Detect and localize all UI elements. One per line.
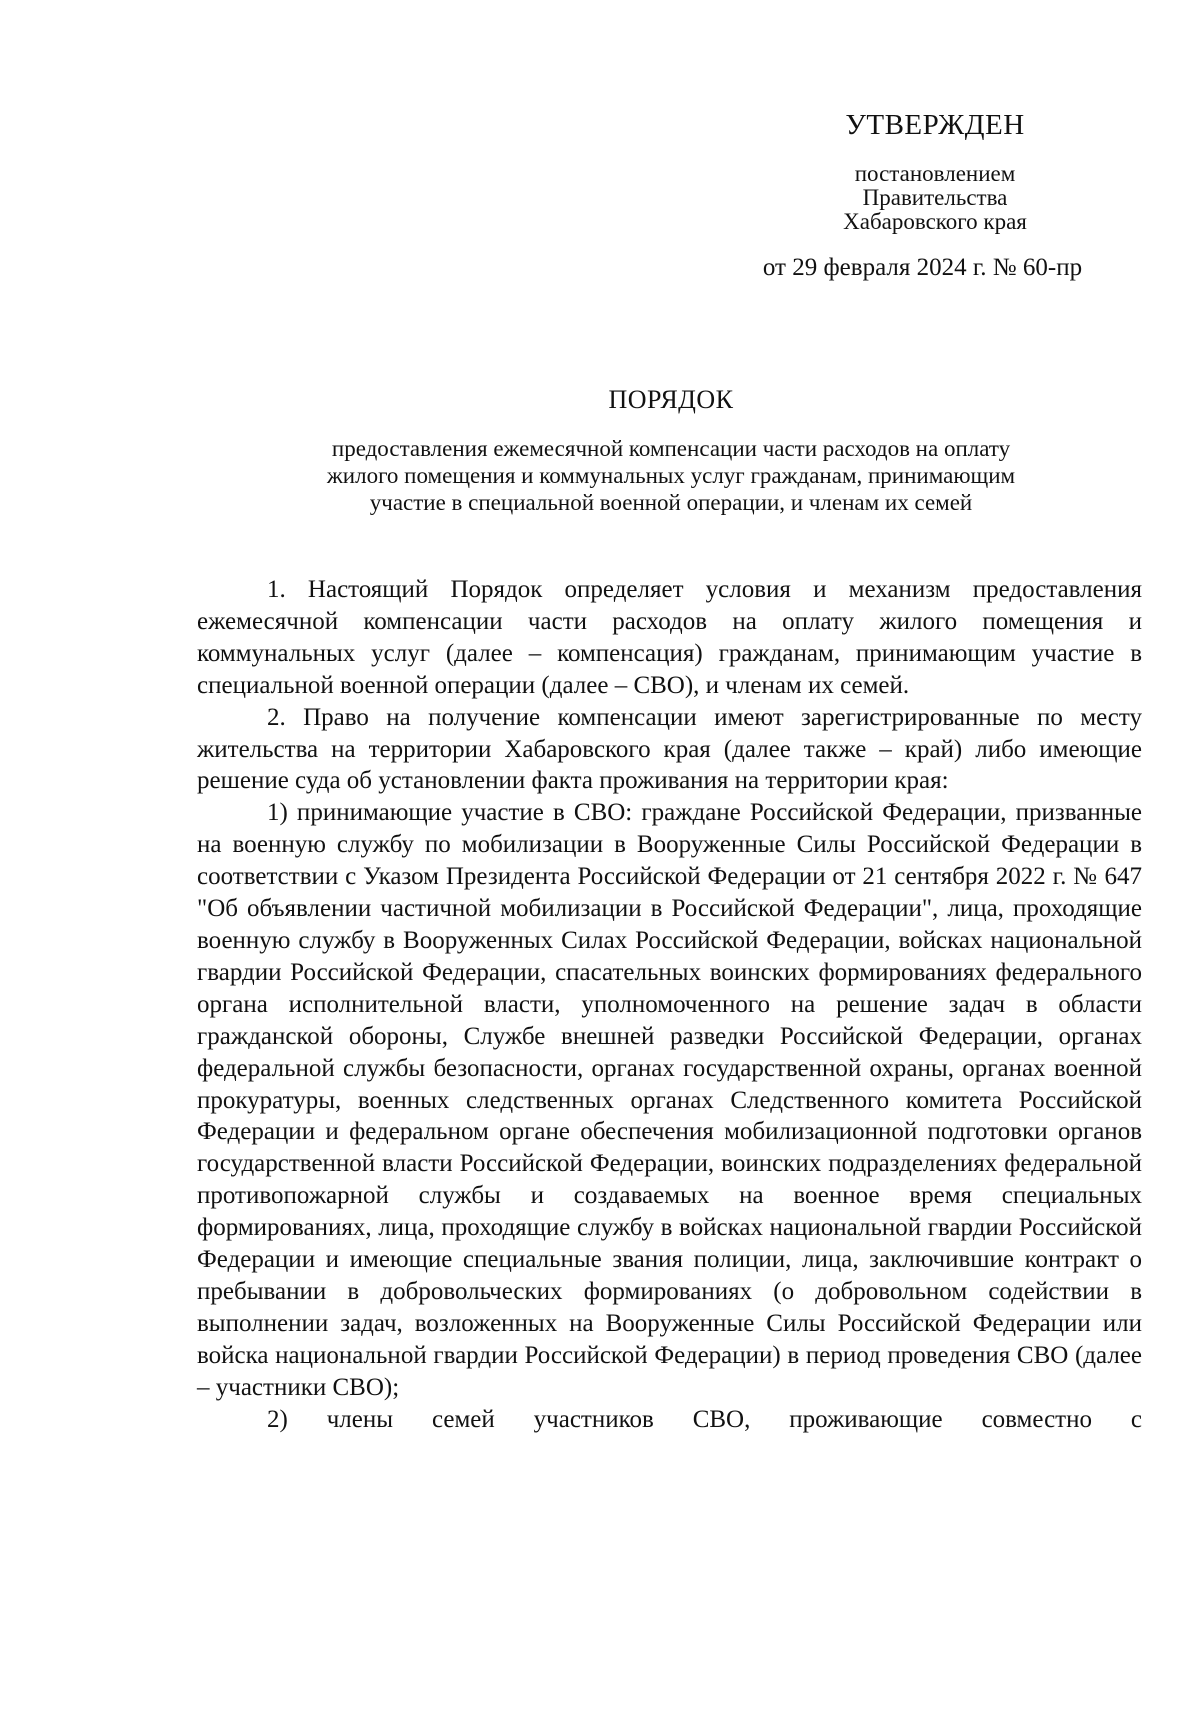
subtitle-line: предоставления ежемесячной компенсации части расходов на оплату xyxy=(331,436,1011,461)
document-body xyxy=(197,574,1142,1435)
approval-stamp xyxy=(700,108,1170,282)
paragraph-2-item-2: 2) члены семей участников СВО, проживающие совместно с xyxy=(267,1405,1142,1433)
approval-date: от 29 февраля 2024 г. № 60-пр xyxy=(762,254,1083,281)
approval-line: постановлением xyxy=(854,161,1016,186)
subtitle-line: участие в специальной военной операции, и членам их семей xyxy=(369,490,973,515)
paragraph-2: 2. Право на получение компенсации имеют зарегистрированные по месту жительства на территории Хабаровского края (далее также – край) либо имеющие решение суда об установлении факта проживания на территории края: xyxy=(197,703,1142,795)
document-title-block xyxy=(215,385,1127,516)
document-title: ПОРЯДОК xyxy=(608,385,734,414)
paragraph-1: 1. Настоящий Порядок определяет условия и механизм предоставления ежемесячной компенсации части расходов на оплату жилого помещения и коммунальных услуг (далее – компенсация) гражданам, принимающим участие в специальной военной операции (далее – СВО), и членам их семей. xyxy=(197,576,1142,699)
approval-line: Хабаровского края xyxy=(843,209,1027,234)
document-subtitle xyxy=(215,435,1127,516)
paragraph-2-item-1: 1) принимающие участие в СВО: граждане Российской Федерации, призванные на военную службу по мобилизации в Вооруженные Силы Российской Федерации в соответствии с Указом Президента Российской Федерации от 21 сентября 2022 г. № 647 "Об объявлении частичной мобилизации в Российской Федерации", лица, проходящие военную службу в Вооруженных Силах Российской Федерации, войсках национальной гвардии Российской Федерации, спасательных воинских формированиях федерального органа исполнительной власти, уполномоченного на решение задач в области гражданской обороны, Службе внешней разведки Российской Федерации, органах федеральной службы безопасности, органах государственной охраны, органах военной прокуратуры, военных следственных органах Следственного комитета Российской Федерации и федеральном органе обеспечения мобилизационной подготовки органов государственной власти Российской Федерации, воинских подразделениях федеральной противопожарной службы и создаваемых на военное время специальных формированиях, лица, проходящие службу в войсках национальной гвардии Российской Федерации и имеющие специальные звания полиции, лица, заключившие контракт о пребывании в добровольческих формированиях (о добровольном содействии в выполнении задач, возложенных на Вооруженные Силы Российской Федерации или войска национальной гвардии Российской Федерации) в период проведения СВО (далее – участники СВО); xyxy=(197,799,1142,1401)
approval-line: Правительства xyxy=(862,185,1008,210)
approval-heading: УТВЕРЖДЕН xyxy=(845,109,1025,141)
subtitle-line: жилого помещения и коммунальных услуг гражданам, принимающим xyxy=(326,463,1016,488)
